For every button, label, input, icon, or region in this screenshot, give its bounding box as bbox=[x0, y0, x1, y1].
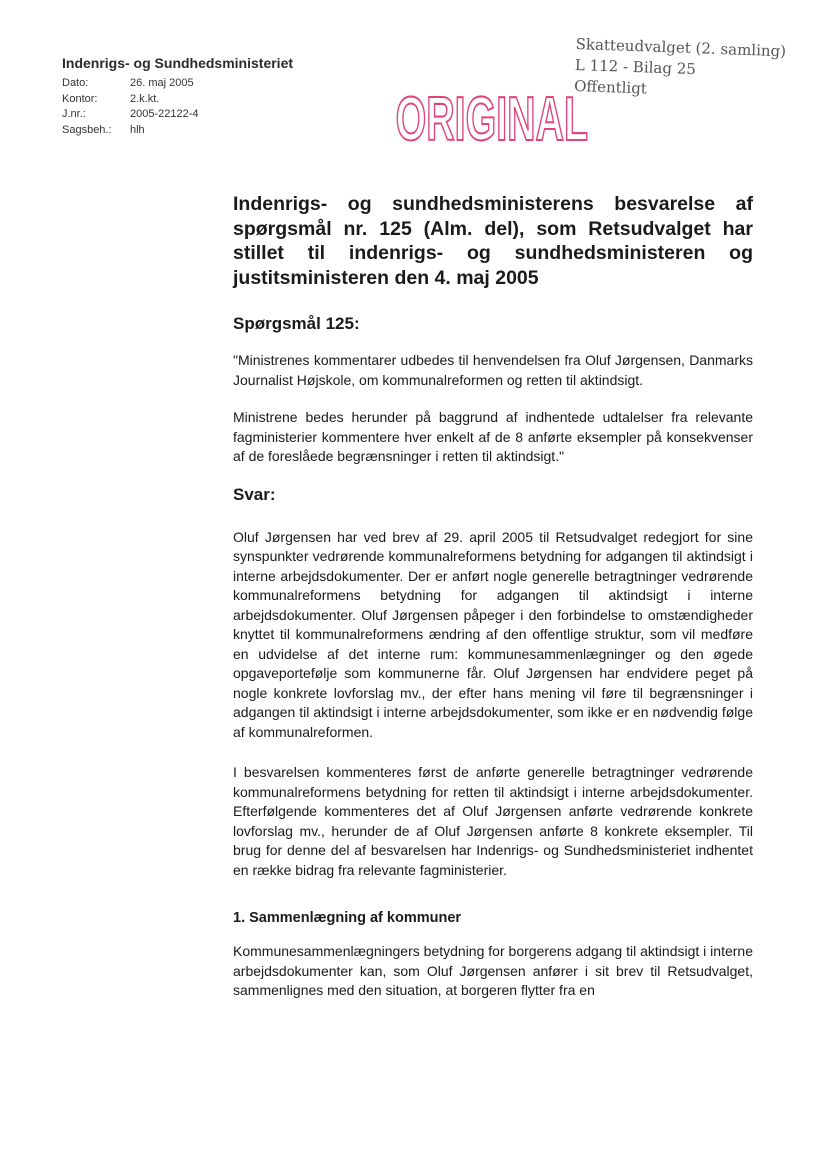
meta-row-date bbox=[62, 76, 199, 92]
section-heading: 1. Sammenlægning af kommuner bbox=[233, 910, 462, 926]
answer-heading: Svar: bbox=[233, 484, 276, 504]
answer-paragraph: I besvarelsen kommenteres først de anførte generelle betragtninger vedrørende kommunalreformens betydning for retten til aktindsigt i interne arbejdsdokumenter. Efterfølgende kommenteres det af Oluf Jørgensen anførte vedrørende konkrete lovforslag mv., herunder de af Oluf Jørgensen anførte 8 konkrete eksempler. Til brug for denne del af besvarelsen har Indenrigs- og Sundhedsministeriet indhentet en række bidrag fra relevante fagministerier. bbox=[233, 764, 753, 878]
original-stamp bbox=[394, 85, 589, 158]
section-paragraph: Kommunesammenlægningers betydning for borgerens adgang til aktindsigt i interne arbejdsdokumenter kan, som Oluf Jørgensen anfører i sit brev til Retsudvalget, sammenlignes med den situation, at borgeren flytter fra en bbox=[233, 943, 753, 998]
meta-value: 2.k.kt. bbox=[130, 92, 160, 105]
ministry-name: Indenrigs- og Sundhedsministeriet bbox=[62, 55, 294, 71]
meta-value: 2005-22122-4 bbox=[130, 108, 199, 120]
handwritten-annotation bbox=[574, 34, 787, 104]
svg-text:ORIGINAL: ORIGINAL bbox=[395, 85, 589, 155]
meta-label: Dato: bbox=[62, 77, 89, 89]
meta-row-office bbox=[62, 92, 199, 108]
answer-paragraph: Oluf Jørgensen har ved brev af 29. april 2005 til Retsudvalget redegjort for sine synspunkter vedrørende kommunalreformens betydning for adgangen til aktindsigt i interne arbejdsdokumenter. Der er anført nogle generelle betragtninger vedrørende kommunalreformens betydning for adgangen til aktindsigt i interne arbejdsdokumenter. Oluf Jørgensen påpeger i den forbindelse to omstændigheder knyttet til kommunalreformens ændring af den offentlige struktur, som vil medføre en udvidelse af det interne rum: kommunesammenlægninger og den øgede opgaveportefølje som kommunerne får. Oluf Jørgensen har endvidere peget på nogle konkrete lovforslag mv., der efter hans mening vil føre til begrænsninger i adgangen til aktindsigt i interne arbejdsdokumenter, som ikke er en nødvendig følge af kommunalreformen. bbox=[233, 528, 753, 740]
meta-label: J.nr.: bbox=[62, 108, 86, 120]
meta-label: Kontor: bbox=[62, 92, 98, 105]
document-metadata bbox=[62, 76, 199, 138]
document-body bbox=[233, 192, 753, 1020]
meta-row-journal bbox=[62, 107, 199, 123]
question-paragraph: Ministrene bedes herunder på baggrund af indhentede udtalelser fra relevante fagministerier kommentere hver enkelt af de 8 anførte eksempler på konsekvenser af de foreslåede begrænsninger i retten til aktindsigt." bbox=[233, 409, 753, 464]
question-heading: Spørgsmål 125: bbox=[233, 314, 360, 333]
question-paragraph: "Ministrenes kommentarer udbedes til henvendelsen fra Oluf Jørgensen, Danmarks Journalist Højskole, om kommunalreformen og retten til aktindsigt. bbox=[233, 352, 753, 388]
handwritten-line: Offentligt bbox=[573, 76, 648, 98]
meta-label: Sagsbeh.: bbox=[62, 123, 112, 136]
handwritten-line: L 112 - Bilag 25 bbox=[574, 55, 697, 79]
handwritten-line: Skatteudvalget (2. samling) bbox=[575, 34, 787, 61]
meta-row-caseworker bbox=[62, 123, 199, 139]
document-title: Indenrigs- og sundhedsministerens besvarelse af spørgsmål nr. 125 (Alm. del), som Retsudvalget har stillet til indenrigs- og sundhedsministeren og justitsministeren den 4. maj 2005 bbox=[233, 193, 753, 289]
meta-value: 26. maj 2005 bbox=[130, 77, 194, 89]
meta-value: hlh bbox=[130, 123, 145, 136]
